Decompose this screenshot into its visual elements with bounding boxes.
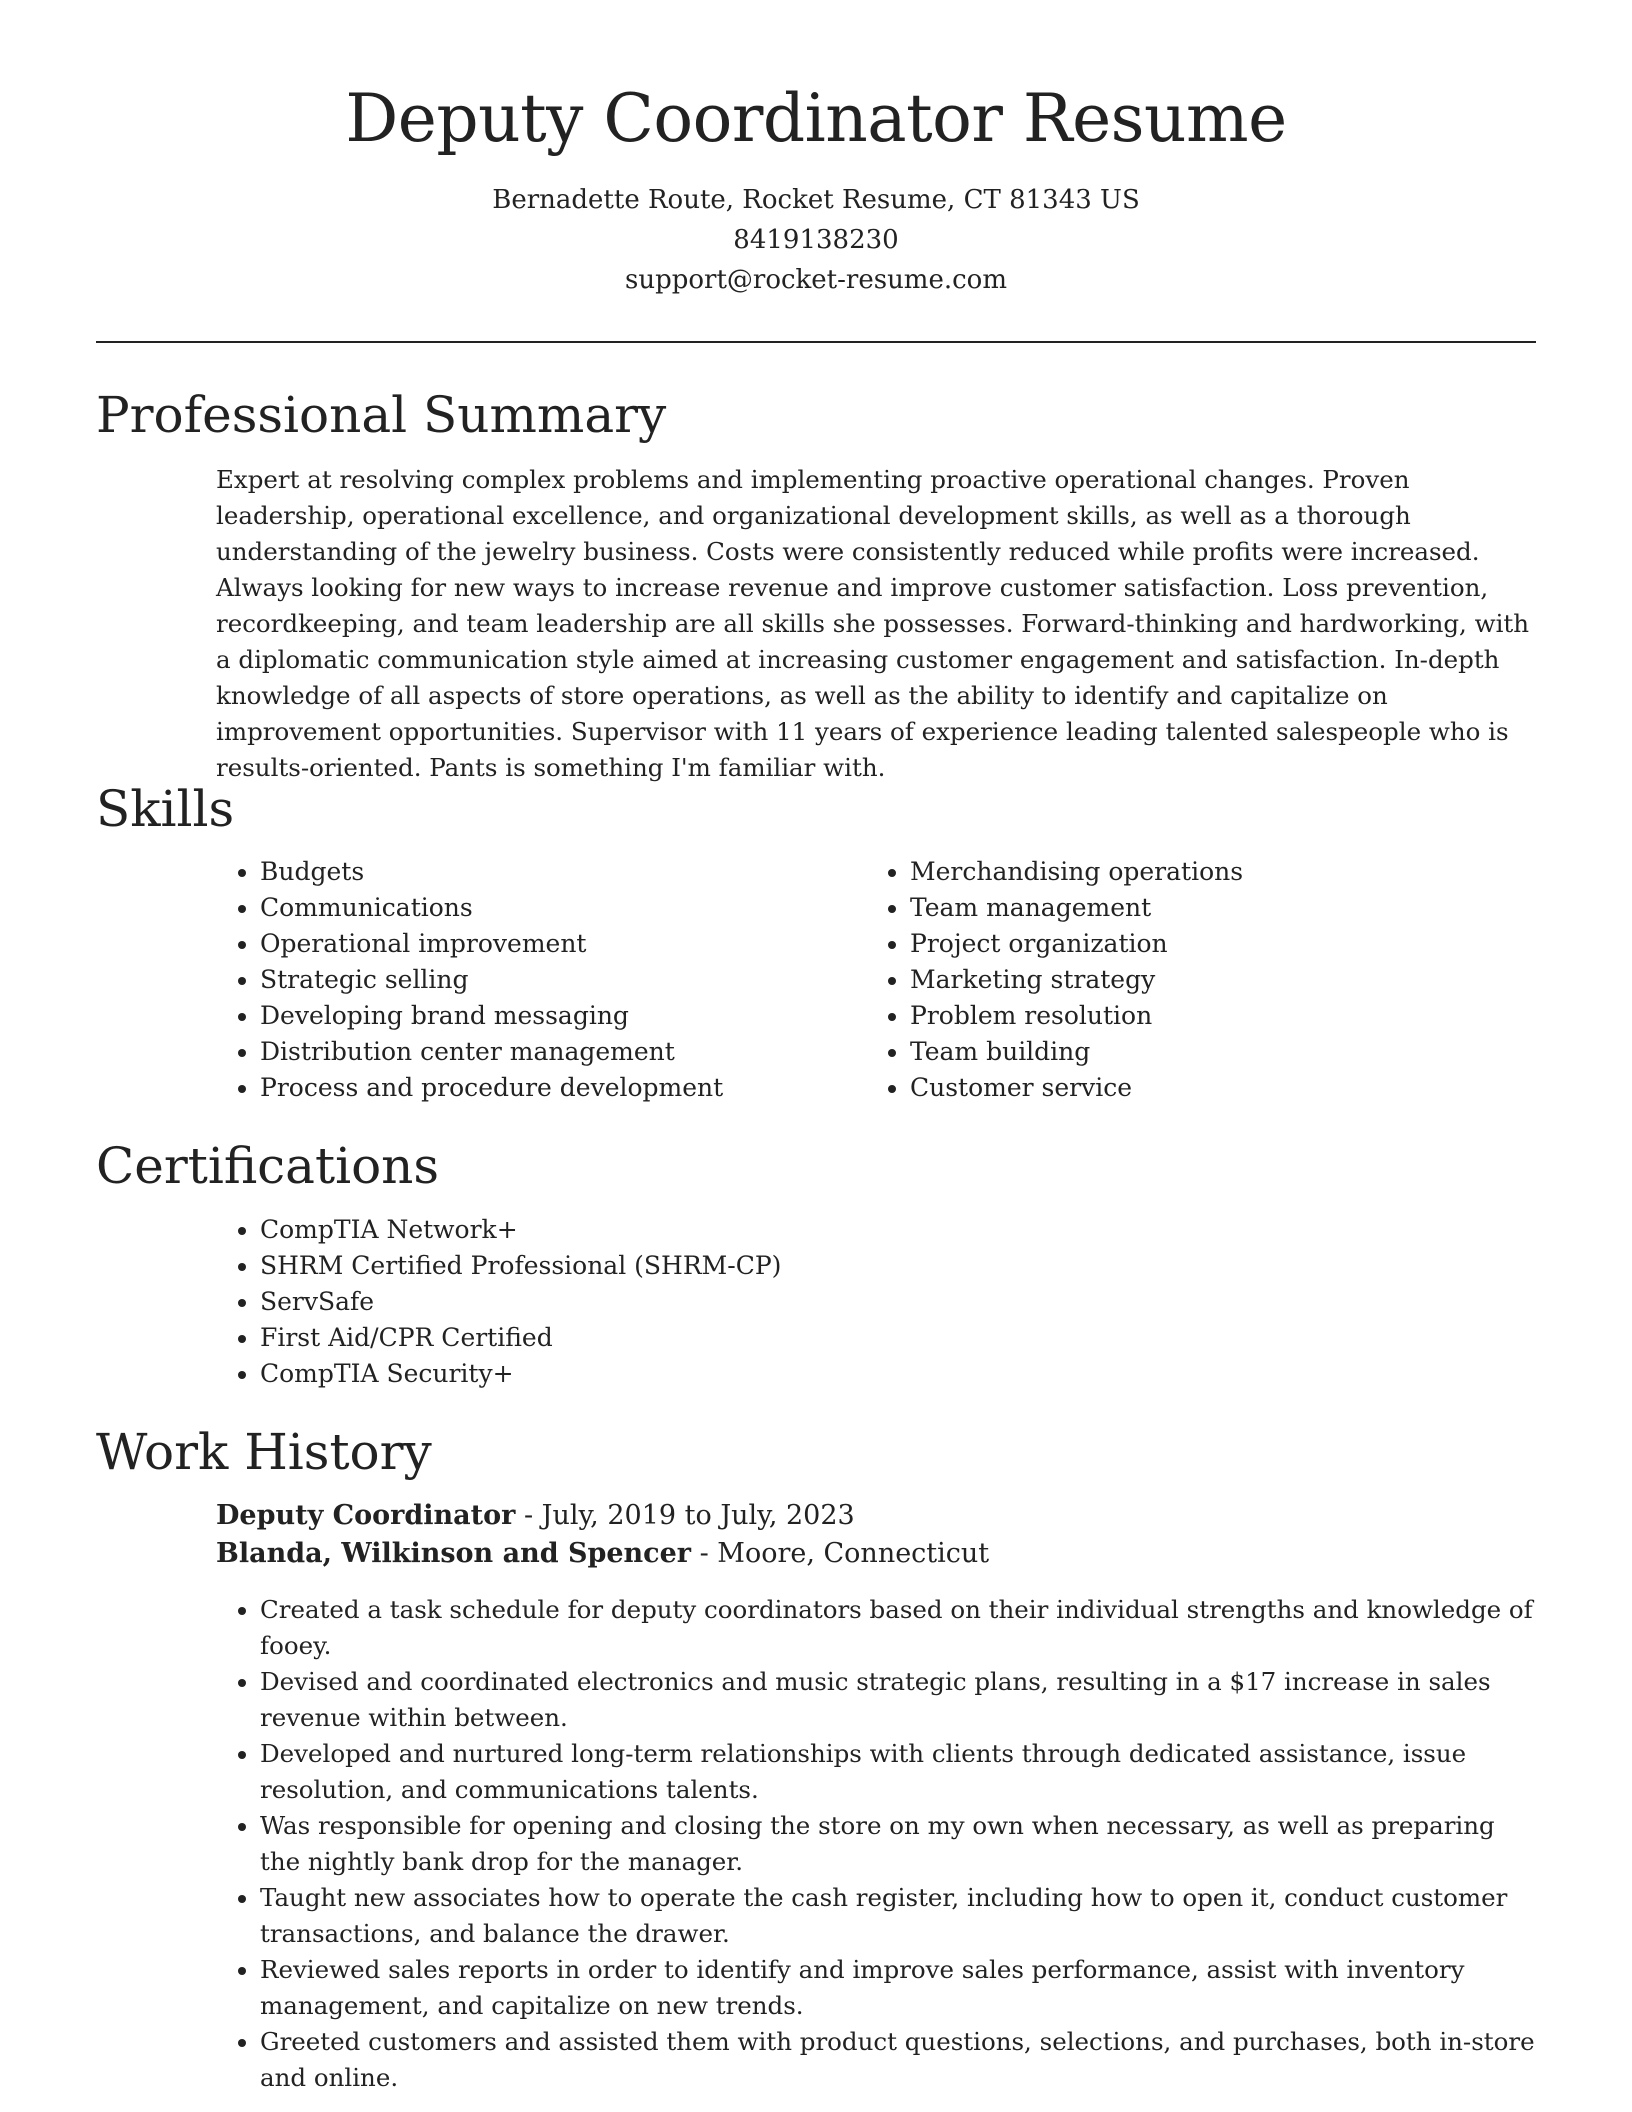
job-dates: - July, 2019 to July, 2023 (515, 1500, 855, 1531)
page-title: Deputy Coordinator Resume (345, 80, 1287, 157)
skill-item: • Problem resolution (910, 998, 1506, 1034)
contact-email: support@rocket-resume.com (624, 265, 1007, 295)
skill-item: • Process and procedure development (260, 1070, 856, 1106)
skill-item: • Team building (910, 1034, 1506, 1070)
skill-item: • Team management (910, 890, 1506, 926)
contact-address: Bernadette Route, Rocket Resume, CT 81343 US (492, 185, 1140, 215)
job-company-line (216, 1535, 1536, 1573)
contact-info (0, 180, 1632, 300)
certification-item: • First Aid/CPR Certified (260, 1320, 1516, 1356)
certifications-list (216, 1212, 1516, 1392)
certifications-section (216, 1212, 1516, 1392)
certification-item: • CompTIA Network+ (260, 1212, 1516, 1248)
resume-header (0, 0, 1632, 300)
contact-phone: 8419138230 (733, 225, 899, 255)
skill-item: • Customer service (910, 1070, 1506, 1106)
job-location: - Moore, Connecticut (691, 1538, 990, 1569)
skill-item: • Marketing strategy (910, 962, 1506, 998)
job-company: Blanda, Wilkinson and Spencer (216, 1538, 692, 1569)
job-bullet: • Created a task schedule for deputy coordinators based on their individual strengths and knowledge of fooey. (260, 1592, 1538, 1664)
job-bullet: • Greeted customers and assisted them with product questions, selections, and purchases, both in-store and online. (260, 2024, 1538, 2096)
skill-item: • Merchandising operations (910, 854, 1506, 890)
skills-left-column (216, 854, 856, 1106)
summary-heading: Professional Summary (96, 386, 667, 444)
skill-item: • Budgets (260, 854, 856, 890)
job-title-line (216, 1497, 1536, 1535)
skills-right-column (866, 854, 1506, 1106)
skill-item: • Developing brand messaging (260, 998, 856, 1034)
work-history-heading: Work History (96, 1423, 432, 1481)
job-bullet: • Taught new associates how to operate the cash register, including how to open it, conduct customer transactions, and balance the drawer. (260, 1880, 1538, 1952)
job-responsibilities (216, 1592, 1538, 2096)
skills-left-list (216, 854, 856, 1106)
skill-item: • Operational improvement (260, 926, 856, 962)
certification-item: • CompTIA Security+ (260, 1356, 1516, 1392)
certification-item: • ServSafe (260, 1284, 1516, 1320)
skill-item: • Project organization (910, 926, 1506, 962)
job-bullet: • Developed and nurtured long-term relationships with clients through dedicated assistance, issue resolution, and communications talents. (260, 1736, 1538, 1808)
skill-item: • Distribution center management (260, 1034, 856, 1070)
job-title: Deputy Coordinator (216, 1500, 516, 1531)
skills-right-list (866, 854, 1506, 1106)
header-divider (96, 341, 1536, 343)
skill-item: • Strategic selling (260, 962, 856, 998)
skill-item: • Communications (260, 890, 856, 926)
certification-item: • SHRM Certified Professional (SHRM-CP) (260, 1248, 1516, 1284)
job-bullet: • Reviewed sales reports in order to identify and improve sales performance, assist with inventory management, and capitalize on new trends. (260, 1952, 1538, 2024)
summary-text: Expert at resolving complex problems and implementing proactive operational changes. Proven leadership, operational excellence, and organizational development skills, as well as a thorough understanding of the jewelry business. Costs were consistently reduced while profits were increased. Always looking for new ways to increase revenue and improve customer satisfaction. Loss prevention, recordkeeping, and team leadership are all skills she possesses. Forward-thinking and hardworking, with a diplomatic communication style aimed at increasing customer engagement and satisfaction. In-depth knowledge of all aspects of store operations, as well as the ability to identify and capitalize on improvement opportunities. Supervisor with 11 years of experience leading talented salespeople who is results-oriented. Pants is something I'm familiar with. (216, 465, 1530, 782)
job-bullet: • Was responsible for opening and closing the store on my own when necessary, as well as preparing the nightly bank drop for the manager. (260, 1808, 1538, 1880)
skills-heading: Skills (96, 780, 235, 838)
job-bullet: • Devised and coordinated electronics and music strategic plans, resulting in a $17 increase in sales revenue within between. (260, 1664, 1538, 1736)
certifications-heading: Certifications (96, 1137, 440, 1195)
job-entry (216, 1497, 1536, 1573)
job-bullet-list (216, 1592, 1538, 2096)
